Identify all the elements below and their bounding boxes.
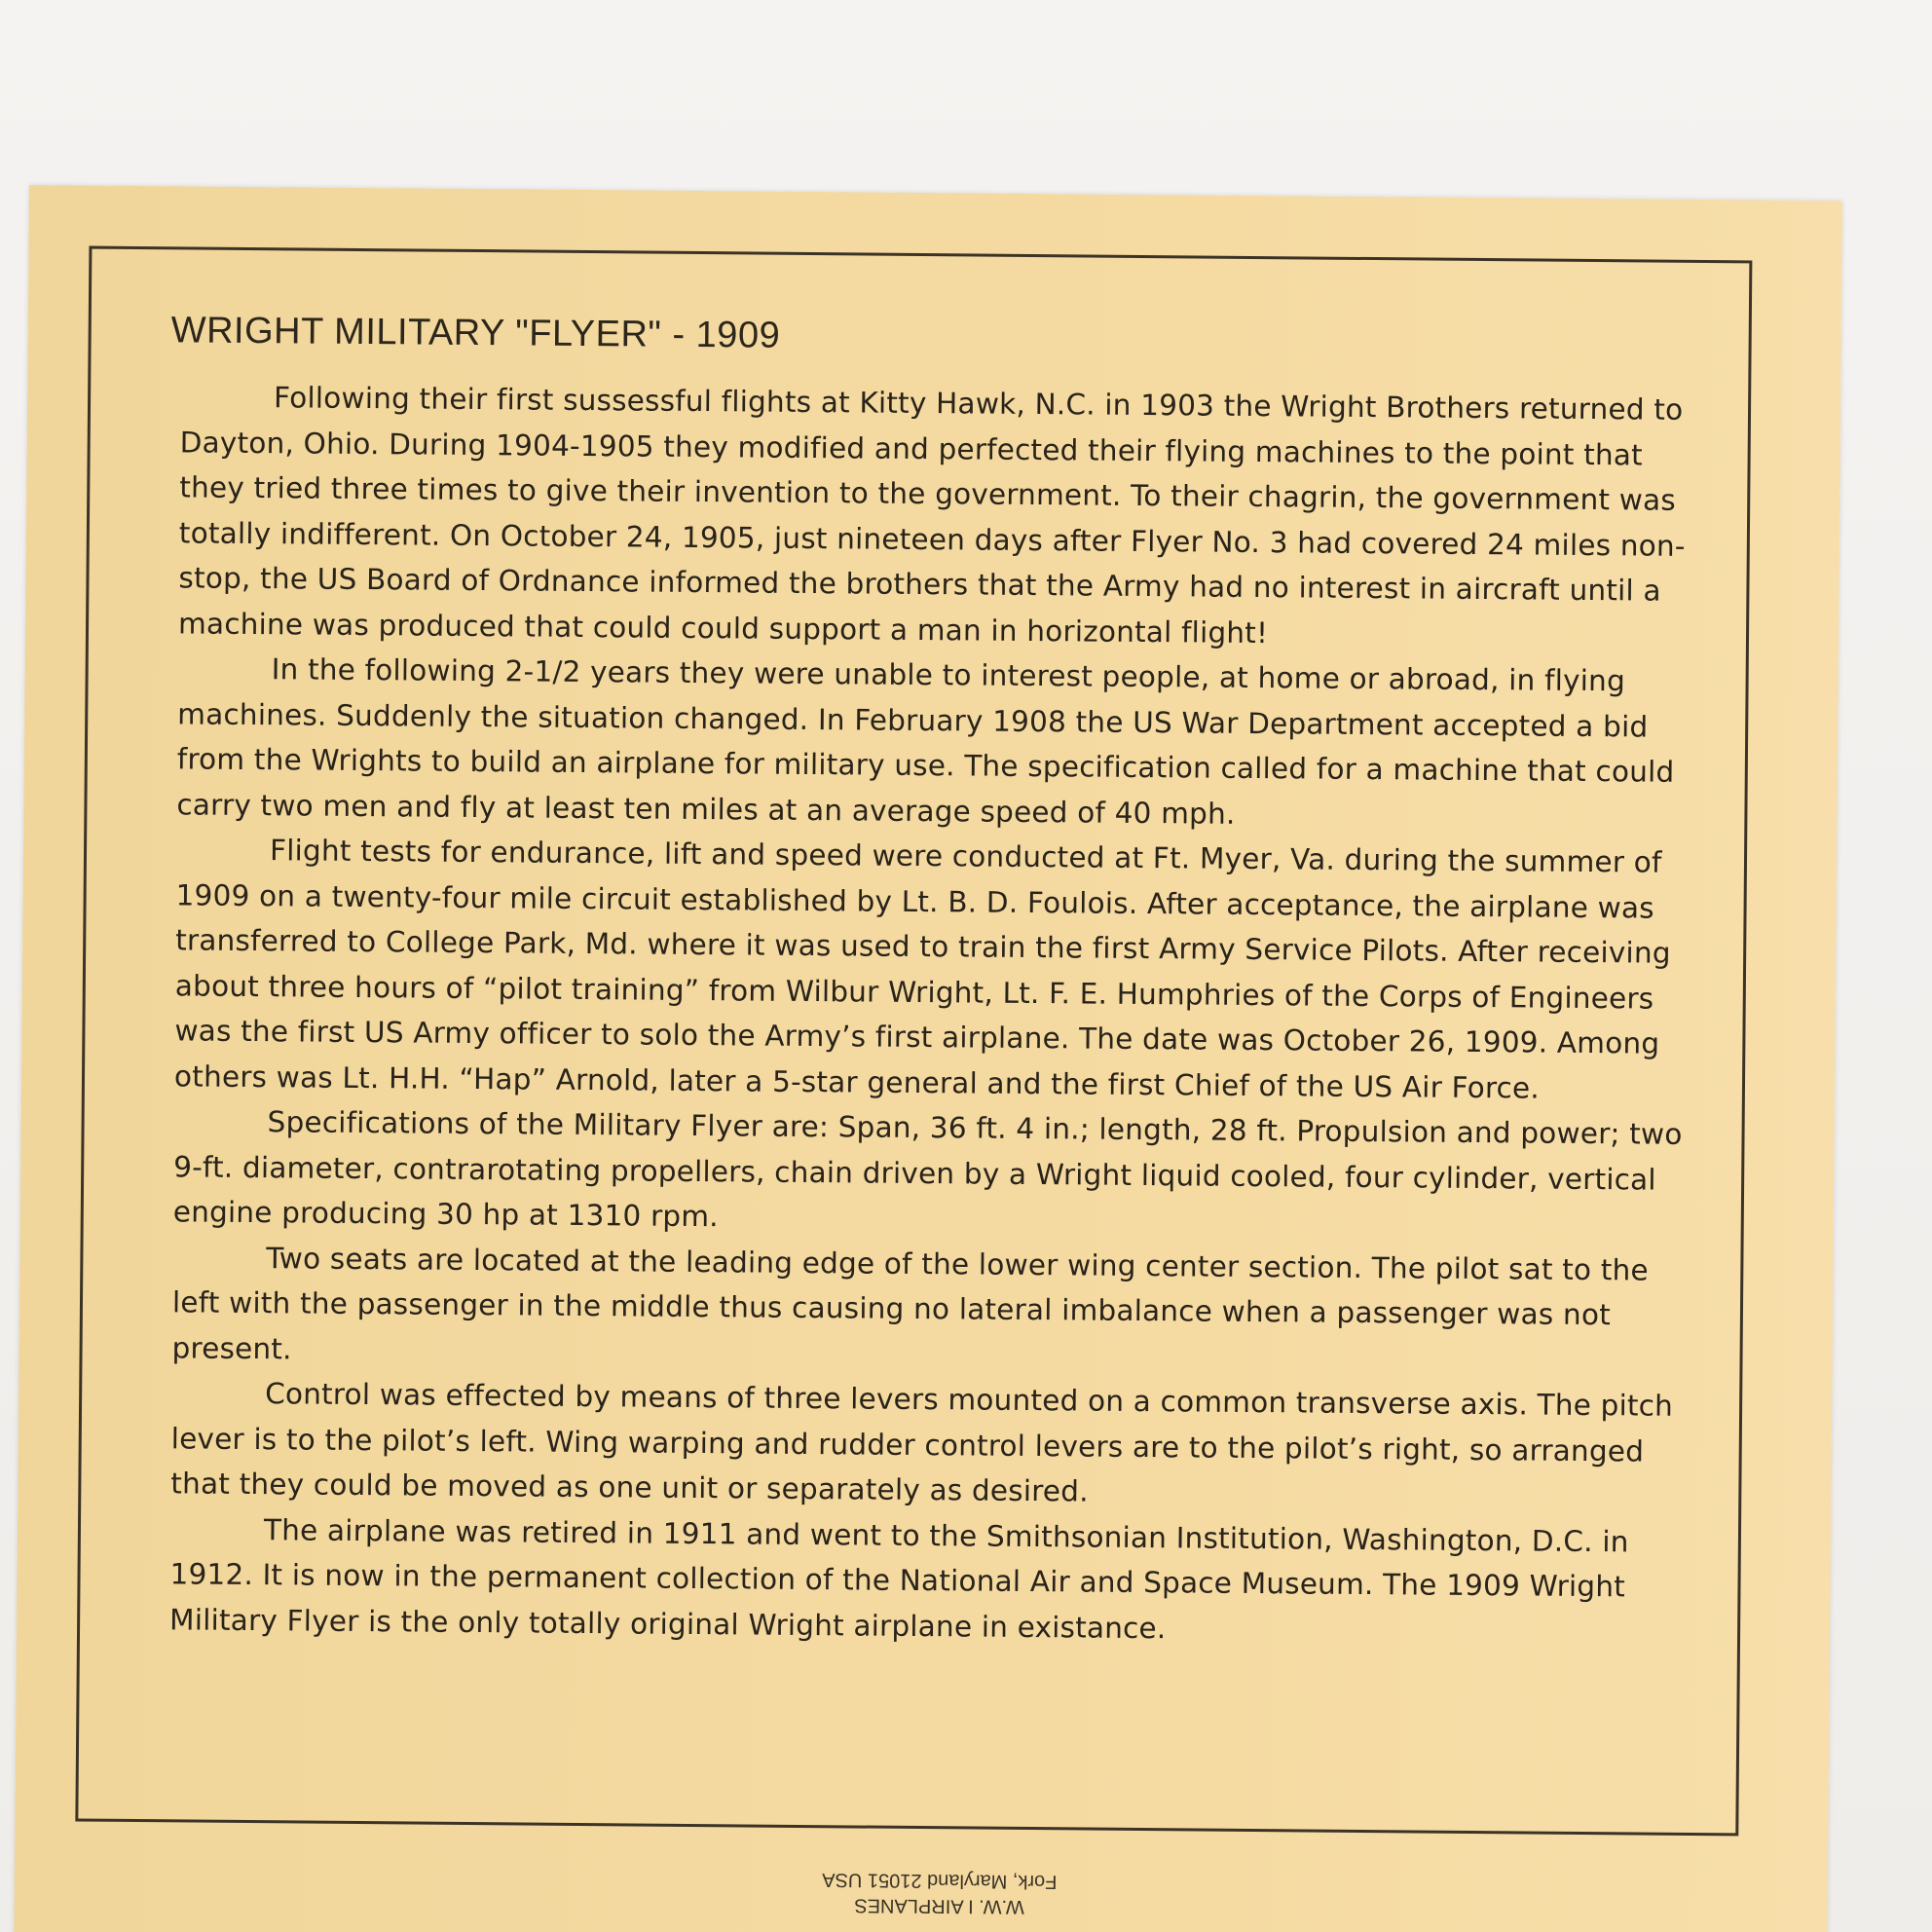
publisher-imprint: [696, 1866, 1183, 1920]
publisher-address: Fork, Maryland 21051 USA: [822, 1869, 1058, 1893]
paragraph-war-department: In the following 2-1/2 years they were unable to interest people, at home or abroad, in flying machines. Suddenly the situation changed. In February 1908 the US War Department accepted a bid from the Wrights to build an airplane for military use. The specification called for a machine that could carry two men and fly at least ten miles at an average speed of 40 mph.: [176, 652, 1675, 831]
paragraph-history: Following their first sussessful flights at Kitty Hawk, N.C. in 1903 the Wright Brothers returned to Dayton, Ohio. During 1904-1905 they modified and perfected their flying machines to the point that they tried three times to give their invention to the government. To their chagrin, the government was totally indifferent. On October 24, 1905, just nineteen days after Flyer No. 3 had covered 24 miles non-stop, the US Board of Ordnance informed the brothers that the Army had no interest in aircraft until a machine was produced that could could support a man in horizontal flight!: [177, 381, 1686, 650]
paragraph-seating: Two seats are located at the leading edge of the lower wing center section. The pilot sat to the left with the passenger in the middle thus causing no lateral imbalance when a passenger was not present.: [171, 1241, 1650, 1365]
paper-sheet: [14, 185, 1842, 1932]
document-title: WRIGHT MILITARY "FLYER" - 1909: [170, 310, 781, 356]
publisher-name: W.W. I AIRPLANES: [854, 1894, 1024, 1917]
paragraph-flight-tests: Flight tests for endurance, lift and speed were conducted at Ft. Myer, Va. during the summer of 1909 on a twenty-four mile circuit established by Lt. B. D. Foulois. After acceptance, the airplane was transferred to College Park, Md. where it was used to train the first Army Service Pilots. After receiving about three hours of “pilot training” from Wilbur Wright, Lt. F. E. Humphries of the Corps of Engineers was the first US Army officer to solo the Army’s first airplane. The date was October 26, 1909. Among others was Lt. H.H. “Hap” Arnold, later a 5-star general and the first Chief of the US Air Force.: [173, 834, 1671, 1105]
paragraph-controls: Control was effected by means of three levers mounted on a common transverse axis. The pitch lever is to the pilot’s left. Wing warping and rudder control levers are to the pilot’s right, so arranged that they could be moved as one unit or separately as desired.: [170, 1377, 1674, 1508]
border-frame: [75, 246, 1752, 1837]
document-body: [169, 374, 1699, 1655]
paragraph-specifications: Specifications of the Military Flyer are: Span, 36 ft. 4 in.; length, 28 ft. Propulsion and power; two 9-ft. diameter, contrarotating propellers, chain driven by a Wright liquid cooled, four cylinder, vertical engine producing 30 hp at 1310 rpm.: [172, 1105, 1683, 1234]
paragraph-retirement: The airplane was retired in 1911 and went to the Smithsonian Institution, Washington, D.C. in 1912. It is now in the permanent collection of the National Air and Space Museum. The 1909 Wright Military Flyer is the only totally original Wright airplane in existance.: [169, 1512, 1629, 1645]
